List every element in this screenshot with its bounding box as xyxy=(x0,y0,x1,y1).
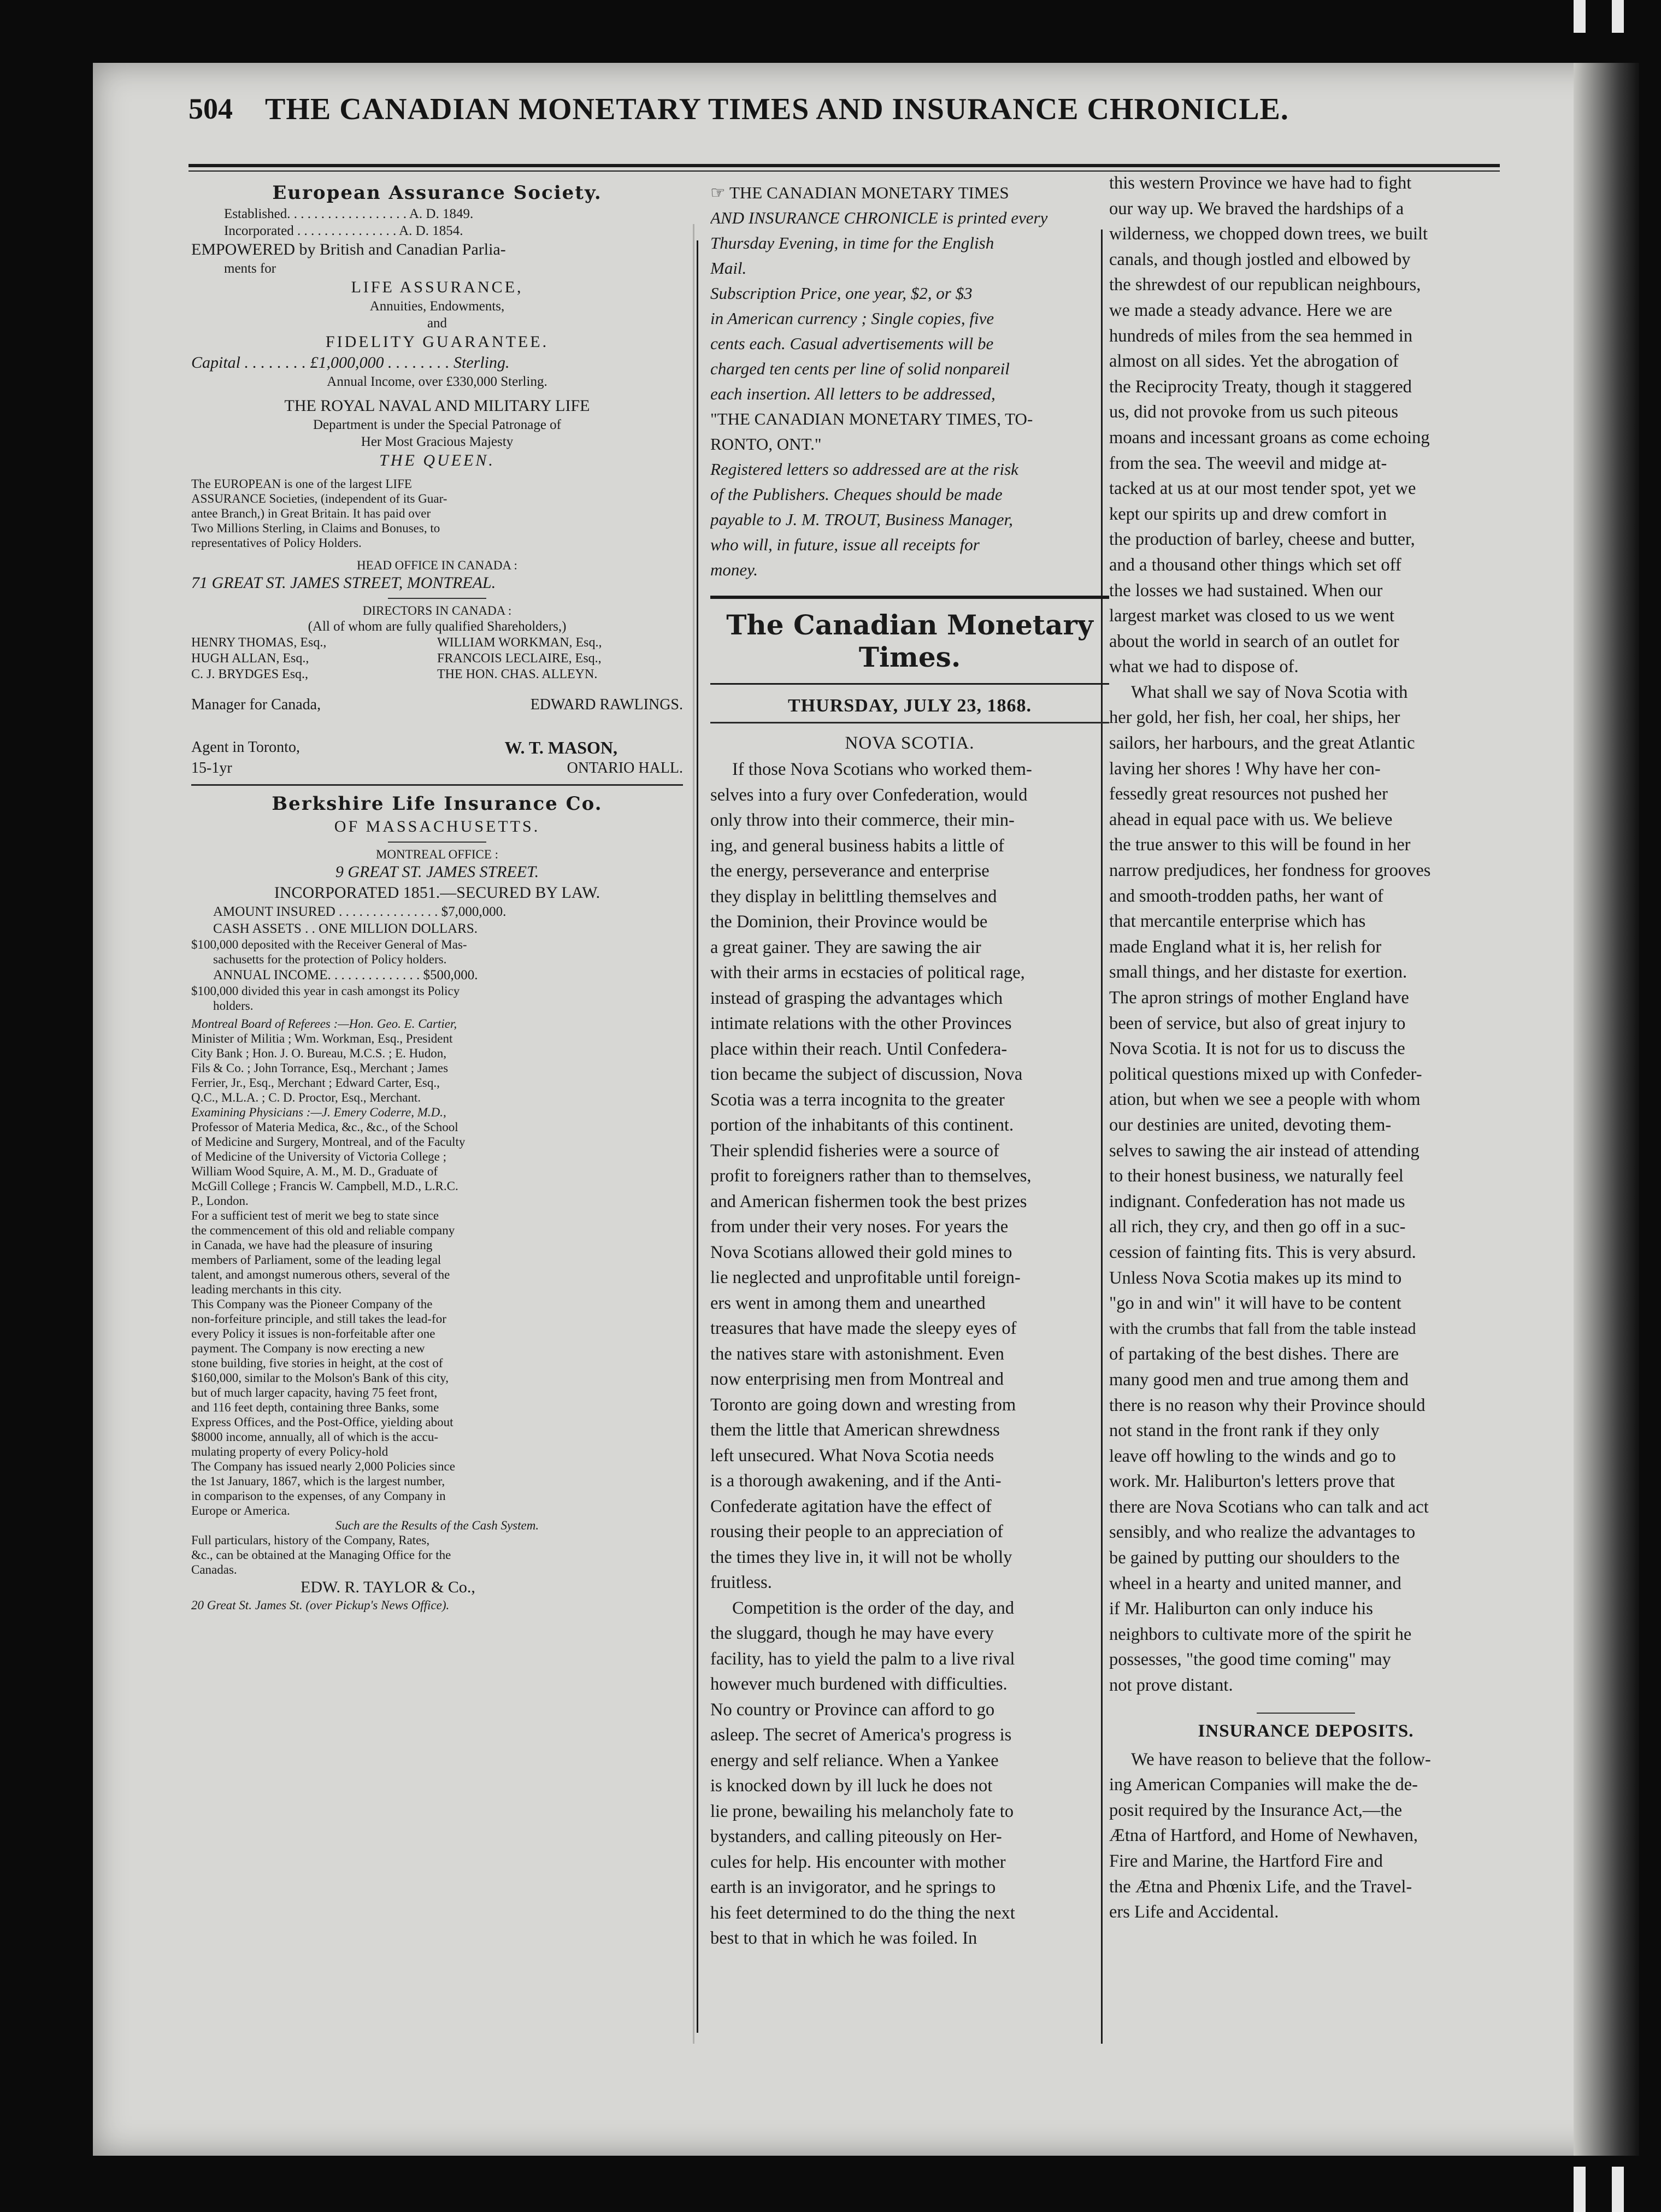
ad-text: of Medicine of the University of Victoria College ; xyxy=(191,1150,447,1163)
ad-text: Established. . . . . . . . . . . . . . . . . . A. D. 1849. xyxy=(224,207,474,221)
article-line: from under their very noses. For years the xyxy=(710,1217,1009,1237)
ad-text: The Company has issued nearly 2,000 Policies since xyxy=(191,1460,455,1473)
notice-text: who will, in future, issue all receipts for xyxy=(710,535,980,554)
article-line: tion became the subject of discussion, Nova xyxy=(710,1064,1023,1084)
article-line: the Reciprocity Treaty, though it staggered xyxy=(1109,376,1412,397)
ad-text: ONTARIO HALL. xyxy=(567,760,683,776)
article-line: Toronto are going down and wresting from xyxy=(710,1395,1016,1415)
article-line: be gained by putting our shoulders to the xyxy=(1109,1548,1400,1568)
article-line: however much burdened with difficulties. xyxy=(710,1674,1008,1694)
article-line: if Mr. Haliburton can only induce his xyxy=(1109,1599,1373,1619)
article-line: our destinies are united, devoting them- xyxy=(1109,1115,1392,1135)
article-line: possesses, "the good time coming" may xyxy=(1109,1650,1391,1670)
ad-title: European Assurance Society. xyxy=(272,182,602,204)
ad-text: every Policy it issues is non-forfeitable after one xyxy=(191,1327,435,1340)
article-line: ers went in among them and unearthed xyxy=(710,1293,986,1313)
article-line: If those Nova Scotians who worked them- xyxy=(732,760,1032,779)
article-line: earth is an invigorator, and he springs to xyxy=(710,1878,996,1897)
article-line: the energy, perseverance and enterprise xyxy=(710,861,989,881)
article-line: bystanders, and calling piteously on Her- xyxy=(710,1827,1002,1846)
article-line: intimate relations with the other Provinces xyxy=(710,1014,1012,1033)
ad-text: Such are the Results of the Cash System. xyxy=(335,1519,539,1532)
ad-text: Minister of Militia ; Wm. Workman, Esq., President xyxy=(191,1032,453,1045)
article-line: to their honest business, we naturally feel xyxy=(1109,1166,1404,1186)
ad-text: Manager for Canada, xyxy=(191,696,321,713)
article-line: best to that in which he was foiled. In xyxy=(710,1928,977,1948)
article-line: we made a steady advance. Here we are xyxy=(1109,300,1392,320)
ad-text: This Company was the Pioneer Company of the xyxy=(191,1297,433,1311)
ad-text: antee Branch,) in Great Britain. It has paid over xyxy=(191,507,431,520)
ad-heading: THE ROYAL NAVAL AND MILITARY LIFE xyxy=(284,397,590,415)
article-line: left unsecured. What Nova Scotia needs xyxy=(710,1445,994,1466)
article-line: the natives stare with astonishment. Even xyxy=(710,1344,1004,1364)
article-line: political questions mixed up with Confeder- xyxy=(1109,1064,1422,1084)
article-line: leave off howling to the winds and go to xyxy=(1109,1446,1396,1466)
article-line: work. Mr. Haliburton's letters prove that xyxy=(1109,1472,1395,1492)
divider xyxy=(191,784,683,786)
ad-text: stone building, five stories in height, at the cost of xyxy=(191,1356,443,1370)
ad-text: members of Parliament, some of the leading legal xyxy=(191,1253,441,1267)
ad-body xyxy=(191,1016,683,1577)
article-line: selves into a fury over Confederation, would xyxy=(710,785,1028,805)
agent-line-2 xyxy=(191,758,683,779)
notice-text: Registered letters so addressed are at the risk xyxy=(710,460,1018,479)
article-line: is knocked down by ill luck he does not xyxy=(710,1776,993,1796)
ad-text: the 1st January, 1867, which is the largest number, xyxy=(191,1474,445,1488)
article-line: canals, and though jostled and elbowed by xyxy=(1109,249,1411,269)
article-line: indignant. Confederation has not made us xyxy=(1109,1191,1405,1211)
article-line: cession of fainting fits. This is very absurd. xyxy=(1109,1242,1416,1262)
article-line: wilderness, we chopped down trees, we built xyxy=(1109,224,1428,244)
article-line: and smooth-trodden paths, her want of xyxy=(1109,886,1383,906)
ad-text: W. T. MASON, xyxy=(504,738,617,757)
film-mark xyxy=(1612,2167,1624,2212)
page-title: THE CANADIAN MONETARY TIMES AND INSURANCE CHRONICLE. xyxy=(265,92,1289,126)
article-line: place within their reach. Until Confedera- xyxy=(710,1039,1008,1059)
ad-text: ASSURANCE Societies, (independent of its Guar- xyxy=(191,492,447,505)
article-line: the Ætna and Phœnix Life, and the Travel- xyxy=(1109,1876,1412,1897)
ad-text: Express Offices, and the Post-Office, yielding about xyxy=(191,1415,453,1429)
ad-heading: LIFE ASSURANCE, xyxy=(351,278,523,296)
ad-text: $8000 income, annually, all of which is the accu- xyxy=(191,1430,438,1444)
article-title: NOVA SCOTIA. xyxy=(845,733,975,753)
article-line: us, did not provoke from us such piteous xyxy=(1109,402,1398,422)
article-line: the true answer to this will be found in her xyxy=(1109,835,1411,855)
article-line: what we had to dispose of. xyxy=(1109,657,1299,677)
ad-text: (All of whom are fully qualified Shareholders,) xyxy=(308,619,567,634)
article-line: with their arms in ecstacies of political rage, xyxy=(710,963,1025,983)
ad-text: Examining Physicians :—J. Emery Coderre, M.D., xyxy=(191,1105,446,1119)
ad-text: For a sufficient test of merit we beg to state since xyxy=(191,1209,439,1222)
divider xyxy=(388,598,486,599)
article-line: Scotia was a terra incognita to the greater xyxy=(710,1090,1005,1110)
divider xyxy=(710,722,1109,723)
article-line: We have reason to believe that the follow- xyxy=(1131,1749,1431,1769)
notice-text: each insertion. All letters to be addressed, xyxy=(710,384,996,403)
article-line: there are Nova Scotians who can talk and act xyxy=(1109,1497,1429,1517)
article-line: Fire and Marine, the Hartford Fire and xyxy=(1109,1851,1383,1871)
ad-text: 9 GREAT ST. JAMES STREET. xyxy=(335,863,539,881)
article-line: small things, and her distaste for exertion. xyxy=(1109,962,1407,983)
dateline: THURSDAY, JULY 23, 1868. xyxy=(788,696,1032,716)
article-line: is a thorough awakening, and if the Anti- xyxy=(710,1471,1002,1491)
article-line: the shrewdest of our republican neighbours, xyxy=(1109,275,1421,295)
ad-text: in Canada, we have had the pleasure of insuring xyxy=(191,1238,433,1252)
article-line: them the little that American shrewdness xyxy=(710,1420,1000,1440)
ad-berkshire-life xyxy=(191,791,683,1613)
page-fold-shadow xyxy=(1574,63,1639,2156)
ad-text: sachusetts for the protection of Policy holders. xyxy=(213,952,447,966)
ad-text: Canadas. xyxy=(191,1563,237,1576)
article-line: Confederate agitation have the effect of xyxy=(710,1496,992,1516)
ad-heading: INCORPORATED 1851.—SECURED BY LAW. xyxy=(274,884,600,902)
ad-text: representatives of Policy Holders. xyxy=(191,536,362,550)
article-line: made England what it is, her relish for xyxy=(1109,937,1382,957)
ad-text: payment. The Company is now erecting a new xyxy=(191,1342,425,1355)
article-line: ers Life and Accidental. xyxy=(1109,1902,1279,1922)
article-line: not prove distant. xyxy=(1109,1675,1233,1696)
ad-text: MONTREAL OFFICE : xyxy=(375,848,499,861)
article-line: that mercantile enterprise which has xyxy=(1109,911,1366,932)
article-line: instead of grasping the advantages which xyxy=(710,988,1003,1008)
article-line: tacked at us at our most tender spot, yet we xyxy=(1109,479,1416,499)
ad-text: ANNUAL INCOME. . . . . . . . . . . . . . $500,000. xyxy=(213,968,478,983)
director-name: FRANCOIS LECLAIRE, Esq., xyxy=(437,651,602,666)
ad-text: Montreal Board of Referees :—Hon. Geo. E. Cartier, xyxy=(191,1017,457,1031)
masthead: The Canadian Monetary Times. xyxy=(710,596,1109,685)
article-line: sensibly, and who realize the advantages to xyxy=(1109,1522,1416,1543)
article-line: her gold, her fish, her coal, her ships, her xyxy=(1109,708,1400,728)
notice-text: "THE CANADIAN MONETARY TIMES, TO- xyxy=(710,409,1033,428)
article-line: almost on all sides. Yet the abrogation of xyxy=(1109,351,1399,372)
notice-text: Mail. xyxy=(710,258,747,278)
director-name: HUGH ALLAN, Esq., xyxy=(191,651,309,666)
ad-text: Annual Income, over £330,000 Sterling. xyxy=(327,374,547,389)
ad-text: Her Most Gracious Majesty xyxy=(361,434,514,449)
ad-heading: OF MASSACHUSETTS. xyxy=(334,817,540,836)
article-line: energy and self reliance. When a Yankee xyxy=(710,1750,999,1770)
ad-text: DIRECTORS IN CANADA : xyxy=(362,604,512,617)
article-line: fruitless. xyxy=(710,1573,772,1592)
article-line: The apron strings of mother England have xyxy=(1109,988,1409,1008)
ad-text: leading merchants in this city. xyxy=(191,1283,342,1296)
article-line: rousing their people to an appreciation of xyxy=(710,1522,1004,1542)
notice-text: ☞ THE CANADIAN MONETARY TIMES xyxy=(710,183,1009,202)
article-line: all rich, they cry, and then go off in a suc- xyxy=(1109,1217,1406,1237)
notice-text: Subscription Price, one year, $2, or $3 xyxy=(710,284,973,303)
divider xyxy=(388,842,486,843)
manager-line xyxy=(191,695,683,715)
ad-text: $100,000 divided this year in cash amongst its Policy xyxy=(191,984,460,998)
ad-text: P., London. xyxy=(191,1194,249,1208)
ad-text: EMPOWERED by British and Canadian Parlia- xyxy=(191,240,506,258)
article-line: wheel in a hearty and united manner, and xyxy=(1109,1573,1401,1593)
notice-text: AND INSURANCE CHRONICLE is printed every xyxy=(710,208,1048,227)
ad-text: but of much larger capacity, having 75 feet front, xyxy=(191,1386,438,1399)
article-line: laving her shores ! Why have her con- xyxy=(1109,758,1381,779)
ad-text: Q.C., M.L.A. ; C. D. Proctor, Esq., Merchant. xyxy=(191,1091,421,1104)
article-line: ing American Companies will make the de- xyxy=(1109,1775,1418,1795)
ad-text: 71 GREAT ST. JAMES STREET, MONTREAL. xyxy=(191,574,496,592)
ad-text: non-forfeiture principle, and still takes the lead-for xyxy=(191,1312,446,1326)
article-line: What shall we say of Nova Scotia with xyxy=(1131,682,1408,702)
ad-text: $160,000, similar to the Molson's Bank of this city, xyxy=(191,1371,449,1385)
article-line: the Dominion, their Province would be xyxy=(710,912,988,932)
article-body xyxy=(710,757,1109,1951)
article-line: Their splendid fisheries were a source of xyxy=(710,1140,999,1161)
article-line: the losses we had sustained. When our xyxy=(1109,580,1383,601)
ad-text: Europe or America. xyxy=(191,1504,290,1517)
scan-line xyxy=(693,224,694,2044)
page-header xyxy=(189,92,1407,136)
ad-text: mulating property of every Policy-hold xyxy=(191,1445,388,1458)
ad-text: $100,000 deposited with the Receiver General of Mas- xyxy=(191,938,467,951)
ad-text: HEAD OFFICE IN CANADA : xyxy=(357,558,517,572)
article-line: ation, but when we see a people with whom xyxy=(1109,1090,1421,1110)
article-line: neighbors to cultivate more of the spirit he xyxy=(1109,1624,1412,1644)
deposits-body xyxy=(1109,1747,1503,1925)
publication-notice xyxy=(710,180,1109,583)
article-line: largest market was closed to us we went xyxy=(1109,606,1394,626)
article-line: this western Province we have had to fight xyxy=(1109,173,1412,193)
column-editorial xyxy=(710,180,1109,1951)
article-line: of partaking of the best dishes. There are xyxy=(1109,1344,1399,1364)
article-line: Unless Nova Scotia makes up its mind to xyxy=(1109,1268,1402,1288)
article-line: treasures that have made the sleepy eyes of xyxy=(710,1319,1017,1338)
article-line: fessedly great resources not pushed her xyxy=(1109,784,1388,804)
article-body-continued xyxy=(1109,170,1503,1698)
ad-text: City Bank ; Hon. J. O. Bureau, M.C.S. ; E. Hudon, xyxy=(191,1046,447,1060)
film-mark xyxy=(1574,0,1586,33)
article-line: been of service, but also of great injury to xyxy=(1109,1013,1406,1033)
article-line: his feet determined to do the thing the next xyxy=(710,1903,1015,1923)
notice-text: cents each. Casual advertisements will be xyxy=(710,334,994,353)
article-line: and a thousand other things which set off xyxy=(1109,555,1401,575)
ad-text: of Medicine and Surgery, Montreal, and of the Faculty xyxy=(191,1135,466,1149)
ad-text: Annuities, Endowments, xyxy=(369,299,505,314)
header-rule xyxy=(189,164,1500,167)
article-line: now enterprising men from Montreal and xyxy=(710,1369,1004,1389)
ad-text: and 116 feet depth, containing three Banks, some xyxy=(191,1401,439,1414)
ad-text: Ferrier, Jr., Esq., Merchant ; Edward Carter, Esq., xyxy=(191,1076,440,1090)
ad-text: holders. xyxy=(213,999,254,1013)
article-line: ahead in equal pace with us. We believe xyxy=(1109,809,1393,829)
ad-text: AMOUNT INSURED . . . . . . . . . . . . . . . $7,000,000. xyxy=(213,904,506,919)
ad-text: in comparison to the expenses, of any Company in xyxy=(191,1489,446,1503)
article-line: portion of the inhabitants of this continent. xyxy=(710,1115,1014,1135)
ad-text: 15-1yr xyxy=(191,760,232,776)
ad-european-assurance xyxy=(191,180,683,779)
article-line: they display in belittling themselves and xyxy=(710,886,997,907)
article-line: Competition is the order of the day, and xyxy=(732,1598,1014,1618)
article-line: a great gainer. They are sawing the air xyxy=(710,937,981,957)
column-rule xyxy=(697,240,698,2033)
ad-text: talent, and amongst numerous others, several of the xyxy=(191,1268,450,1281)
article-line: the sluggard, though he may have every xyxy=(710,1623,994,1643)
article-line: lie neglected and unprofitable until foreign- xyxy=(710,1268,1021,1287)
page-number: 504 xyxy=(189,92,233,125)
ad-text: Agent in Toronto, xyxy=(191,739,300,756)
article-line: our way up. We braved the hardships of a xyxy=(1109,198,1404,219)
notice-text: of the Publishers. Cheques should be made xyxy=(710,485,1003,504)
notice-text: payable to J. M. TROUT, Business Manager, xyxy=(710,510,1013,529)
ad-text: The EUROPEAN is one of the largest LIFE xyxy=(191,477,412,491)
article-line: Nova Scotia. It is not for us to discuss the xyxy=(1109,1039,1405,1059)
article-line: No country or Province can afford to go xyxy=(710,1699,995,1720)
ad-text: Incorporated . . . . . . . . . . . . . . . A. D. 1854. xyxy=(224,223,463,238)
article-line: moans and incessant groans as come echoing xyxy=(1109,427,1430,448)
article-line: Nova Scotians allowed their gold mines to xyxy=(710,1242,1012,1262)
director-name: C. J. BRYDGES Esq., xyxy=(191,667,309,681)
film-mark xyxy=(1574,2167,1586,2212)
article-line: not stand in the front rank if they only xyxy=(1109,1421,1380,1441)
article-line: only throw into their commerce, their min- xyxy=(710,810,1015,830)
ad-text: Full particulars, history of the Company, Rates, xyxy=(191,1533,430,1547)
article-line: selves to sawing the air instead of attending xyxy=(1109,1140,1419,1161)
article-line: and American fishermen took the best prizes xyxy=(710,1191,1027,1211)
article-line: with the crumbs that fall from the table instead xyxy=(1109,1319,1416,1338)
ad-text: and xyxy=(427,316,447,331)
ad-text: CASH ASSETS . . ONE MILLION DOLLARS. xyxy=(213,921,478,936)
ad-text: Department is under the Special Patronage of xyxy=(313,417,562,432)
article-line: Ætna of Hartford, and Home of Newhaven, xyxy=(1109,1826,1418,1846)
article-line: lie prone, bewailing his melancholy fate to xyxy=(710,1801,1014,1821)
ad-text: Capital . . . . . . . . £1,000,000 . . . . . . . . Sterling. xyxy=(191,354,510,372)
ad-text: ments for xyxy=(224,261,276,276)
agent-line xyxy=(191,737,683,758)
ad-text: Fils & Co. ; John Torrance, Esq., Merchant ; James xyxy=(191,1061,449,1075)
notice-text: in American currency ; Single copies, five xyxy=(710,309,994,328)
notice-text: charged ten cents per line of solid nonpareil xyxy=(710,359,1010,378)
notice-text: Thursday Evening, in time for the English xyxy=(710,233,994,252)
article-line: narrow predjudices, her fondness for grooves xyxy=(1109,861,1431,881)
film-mark xyxy=(1612,0,1624,33)
article-line: the times they live in, it will not be wholly xyxy=(710,1547,1012,1567)
ad-text: EDWARD RAWLINGS. xyxy=(530,696,683,713)
divider xyxy=(1257,1713,1355,1714)
column-article-continued xyxy=(1109,170,1503,1925)
article-line: about the world in search of an outlet for xyxy=(1109,631,1399,651)
article-line: kept our spirits up and drew comfort in xyxy=(1109,504,1387,524)
article-line: ing, and general business habits a little of xyxy=(710,836,1004,856)
directors-list xyxy=(191,635,683,683)
notice-text: money. xyxy=(710,560,758,579)
ad-text: William Wood Squire, A. M., M. D., Graduate of xyxy=(191,1164,438,1178)
director-name: WILLIAM WORKMAN, Esq., xyxy=(437,636,602,650)
article-line: cules for help. His encounter with mother xyxy=(710,1852,1006,1872)
article-line: from the sea. The weevil and midge at- xyxy=(1109,453,1387,473)
ad-title: Berkshire Life Insurance Co. xyxy=(272,793,603,815)
ad-text: the commencement of this old and reliable company xyxy=(191,1223,455,1237)
article-line: facility, has to yield the palm to a live rival xyxy=(710,1649,1015,1669)
director-name: THE HON. CHAS. ALLEYN. xyxy=(437,667,598,681)
ad-heading: THE QUEEN. xyxy=(379,451,495,469)
ad-heading: FIDELITY GUARANTEE. xyxy=(325,333,549,351)
ad-text: 20 Great St. James St. (over Pickup's News Office). xyxy=(191,1598,450,1612)
article-line: "go in and win" it will have to be content xyxy=(1109,1293,1401,1314)
article-line: asleep. The secret of America's progress is xyxy=(710,1725,1012,1745)
article-line: many good men and true among them and xyxy=(1109,1369,1409,1390)
article-line: hundreds of miles from the sea hemmed in xyxy=(1109,326,1413,346)
article-line: the production of barley, cheese and butter, xyxy=(1109,530,1415,550)
article-line: there is no reason why their Province should xyxy=(1109,1395,1426,1415)
ad-text: Two Millions Sterling, in Claims and Bonuses, to xyxy=(191,521,440,535)
article-line: sailors, her harbours, and the great Atlantic xyxy=(1109,733,1415,754)
notice-text: RONTO, ONT." xyxy=(710,434,822,454)
director-name: HENRY THOMAS, Esq., xyxy=(191,636,327,650)
ad-signer: EDW. R. TAYLOR & Co., xyxy=(301,1578,475,1596)
column-advertisements xyxy=(191,180,683,1613)
article-line: profit to foreigners rather than to themselves, xyxy=(710,1166,1032,1186)
article-line: posit required by the Insurance Act,—the xyxy=(1109,1800,1403,1820)
ad-text: Professor of Materia Medica, &c., &c., of the School xyxy=(191,1120,458,1134)
ad-text: &c., can be obtained at the Managing Office for the xyxy=(191,1548,451,1562)
section-title: INSURANCE DEPOSITS. xyxy=(1198,1721,1414,1741)
ad-text: McGill College ; Francis W. Campbell, M.D., L.R.C. xyxy=(191,1179,458,1193)
